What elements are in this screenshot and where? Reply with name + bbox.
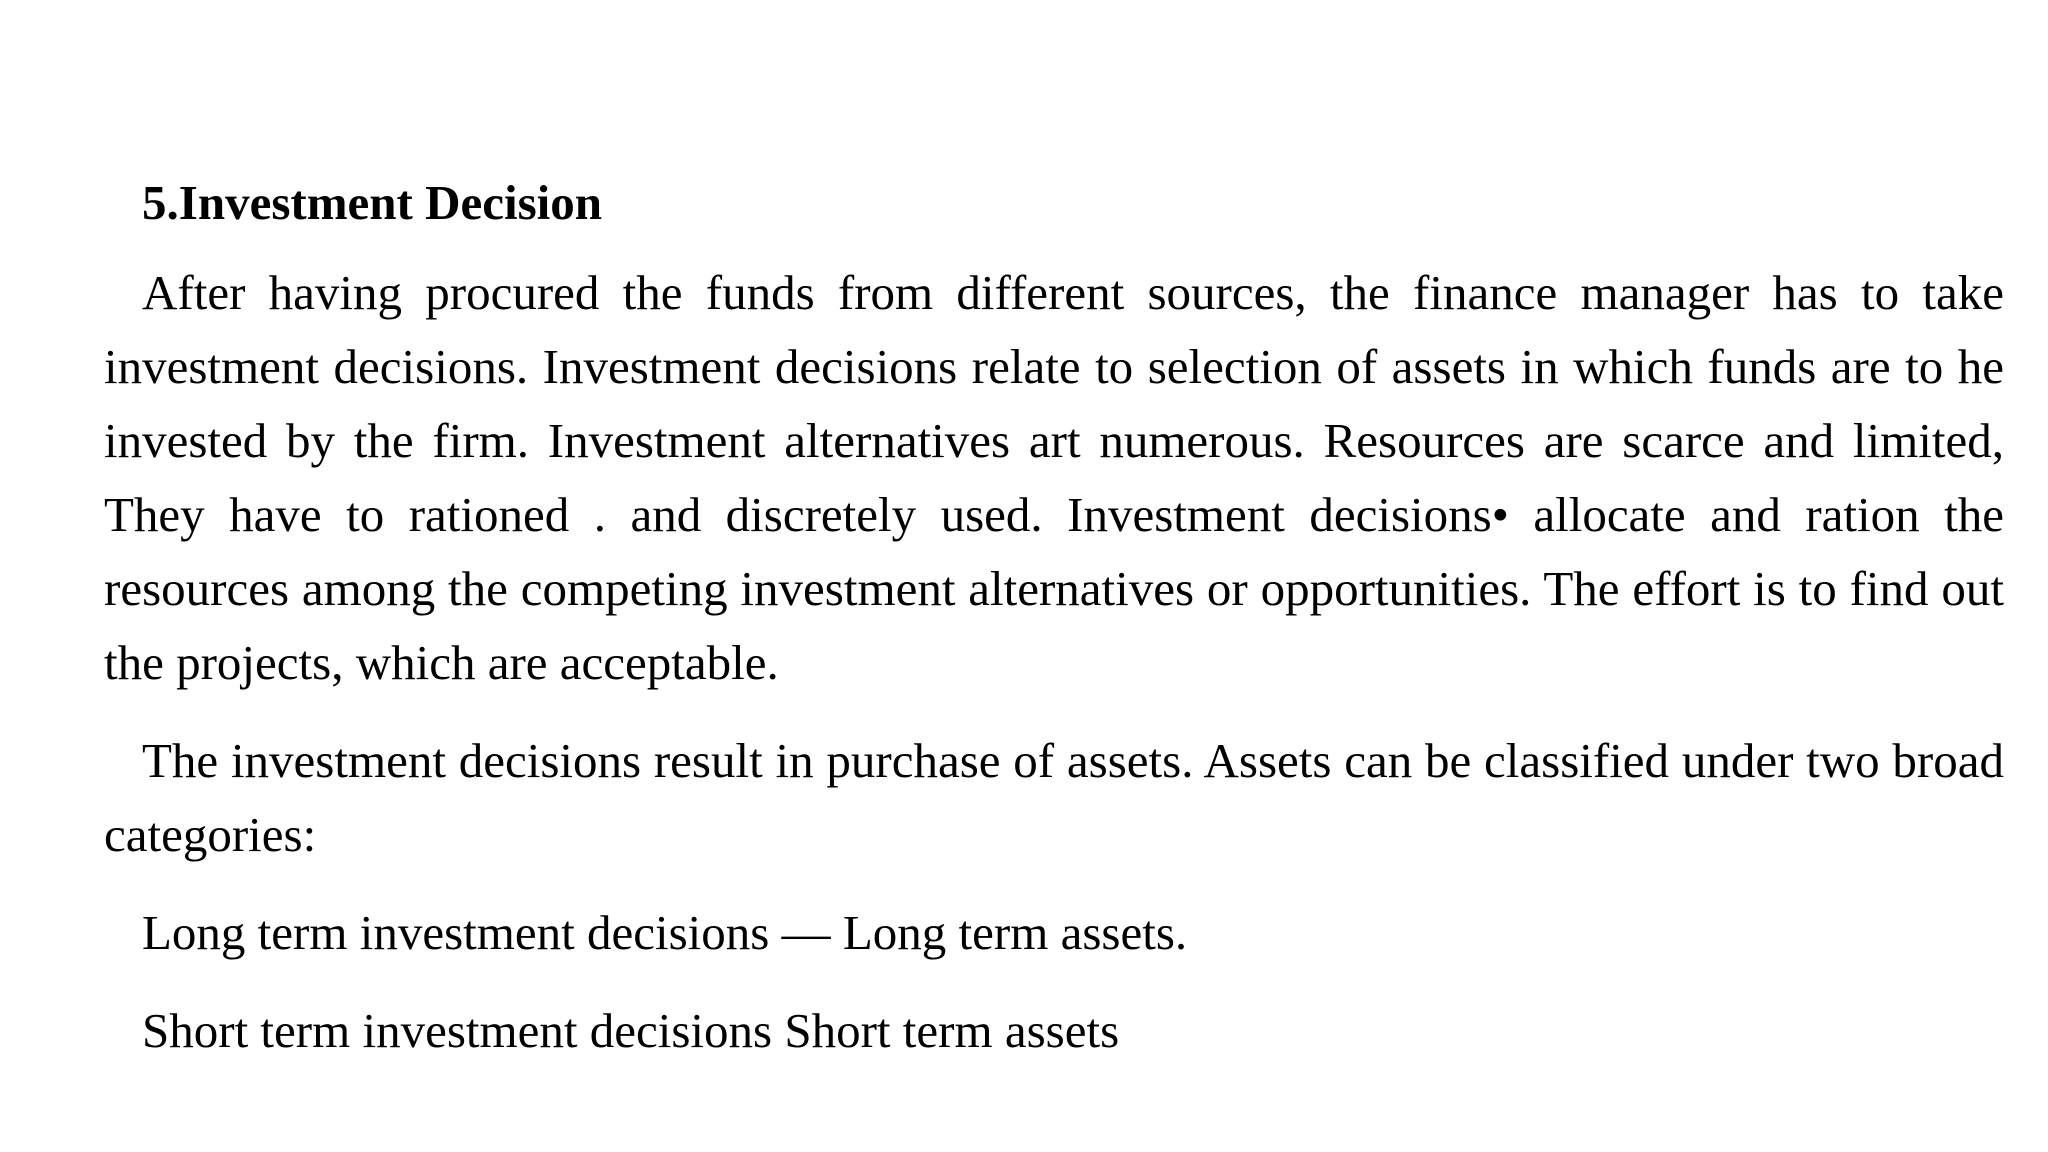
paragraph-investment-decisions: After having procured the funds from different sources, the finance manager has to take investment decisions. Investment decisions relate to selection of assets in which funds are to he invested by the firm. Investment alternatives art numerous. Resources are scarce and limited, They have to rationed . and discretely used. Investment decisions• allocate and ration the resources among the competing investment alternatives or opportunities. The effort is to find out the projects, which are acceptable. (104, 265, 2004, 690)
category-short-term: Short term investment decisions Short term assets (142, 1003, 1120, 1058)
paragraph-asset-categories: The investment decisions result in purchase of assets. Assets can be classified under two broad categories: (104, 733, 2004, 862)
category-long-term: Long term investment decisions — Long term assets. (142, 905, 1188, 960)
section-heading: 5.Investment Decision (142, 175, 603, 230)
document-body (104, 170, 2004, 1092)
